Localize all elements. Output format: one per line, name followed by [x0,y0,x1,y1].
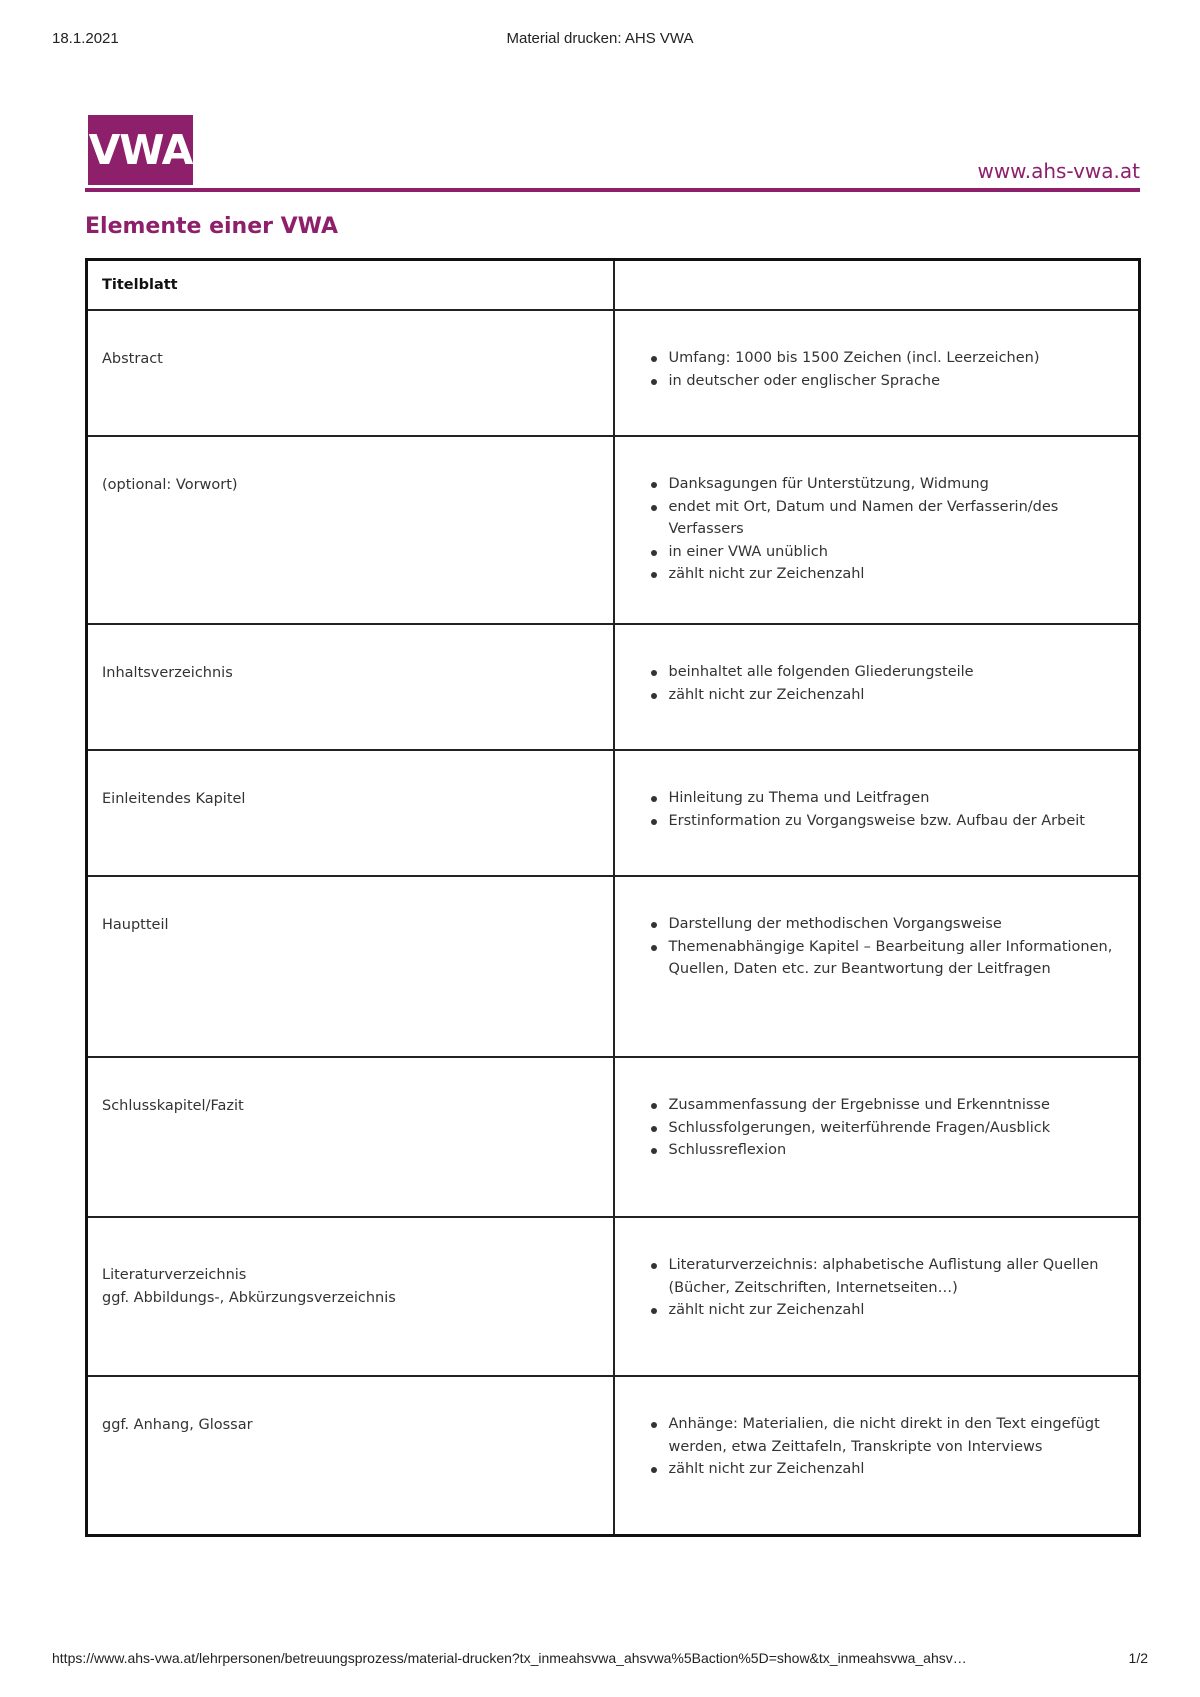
header-empty-cell [614,260,1140,311]
bullet-list [629,877,1125,981]
print-date: 18.1.2021 [52,30,119,47]
row-label: Literaturverzeichnis [102,1267,247,1283]
row-label-cell [87,1376,614,1535]
row-label-sub: ggf. Abbildungs-, Abkürzungsverzeichnis [102,1289,396,1306]
row-label: Abstract [102,351,163,367]
list-item: Anhänge: Materialien, die nicht direkt in den Text eingefügt werden, etwa Zeittafeln, Transkripte von Interviews [669,1413,1125,1458]
row-details-cell [614,750,1140,876]
row-details-cell [614,1217,1140,1376]
list-item: Hinleitung zu Thema und Leitfragen [669,787,1125,810]
list-item: Erstinformation zu Vorgangsweise bzw. Aufbau der Arbeit [669,810,1125,833]
bullet-list [629,1218,1125,1322]
row-label-cell [87,750,614,876]
row-label: Hauptteil [102,917,169,933]
row-details-cell [614,876,1140,1057]
table-row [87,750,1140,876]
row-details-cell [614,310,1140,436]
list-item: zählt nicht zur Zeichenzahl [669,1299,1125,1322]
row-label-cell [87,1057,614,1217]
row-details-cell [614,436,1140,624]
list-item: Darstellung der methodischen Vorgangsweise [669,913,1125,936]
table-row [87,1057,1140,1217]
row-label: (optional: Vorwort) [102,477,238,493]
bullet-list [629,437,1125,586]
list-item: Danksagungen für Unterstützung, Widmung [669,473,1125,496]
list-item: in deutscher oder englischer Sprache [669,370,1125,393]
brand-divider [85,188,1140,192]
elements-table [85,258,1141,1537]
site-url-link[interactable]: www.ahs-vwa.at [977,159,1140,183]
list-item: Umfang: 1000 bis 1500 Zeichen (incl. Leerzeichen) [669,347,1125,370]
list-item: beinhaltet alle folgenden Gliederungsteile [669,661,1125,684]
table-row [87,310,1140,436]
list-item: zählt nicht zur Zeichenzahl [669,684,1125,707]
list-item: zählt nicht zur Zeichenzahl [669,1458,1125,1481]
list-item: Schlussreflexion [669,1139,1125,1162]
row-label: Schlusskapitel/Fazit [102,1098,244,1114]
table-row [87,876,1140,1057]
print-title: Material drucken: AHS VWA [506,30,694,47]
list-item: zählt nicht zur Zeichenzahl [669,563,1125,586]
page-number: 1/2 [1128,1650,1148,1666]
table-row [87,1217,1140,1376]
table-header-row [87,260,1140,311]
row-details-cell [614,1057,1140,1217]
list-item: endet mit Ort, Datum und Namen der Verfasserin/des Verfassers [669,496,1125,541]
row-label: Inhaltsverzeichnis [102,665,233,681]
list-item: in einer VWA unüblich [669,541,1125,564]
row-label: Einleitendes Kapitel [102,791,246,807]
row-label-cell [87,436,614,624]
row-details-cell [614,624,1140,750]
bullet-list [629,751,1125,832]
print-header [52,30,1148,52]
table-row [87,1376,1140,1535]
page-title: Elemente einer VWA [85,214,338,239]
table-row [87,624,1140,750]
row-label: ggf. Anhang, Glossar [102,1417,253,1433]
bullet-list [629,1058,1125,1162]
list-item: Literaturverzeichnis: alphabetische Auflistung aller Quellen (Bücher, Zeitschriften, Internetseiten…) [669,1254,1125,1299]
header-label-cell: Titelblatt [87,260,614,311]
table-row [87,436,1140,624]
row-label-cell [87,876,614,1057]
footer-url: https://www.ahs-vwa.at/lehrpersonen/betreuungsprozess/material-drucken?tx_inmeahsvwa_ahsvwa%5Baction%5D=show&tx_inmeahsvwa_ahsv… [52,1650,967,1666]
row-label-cell [87,310,614,436]
bullet-list [629,311,1125,392]
bullet-list [629,625,1125,706]
row-label-cell [87,624,614,750]
list-item: Themenabhängige Kapitel – Bearbeitung aller Informationen, Quellen, Daten etc. zur Beantwortung der Leitfragen [669,936,1125,981]
row-label-cell [87,1217,614,1376]
list-item: Zusammenfassung der Ergebnisse und Erkenntnisse [669,1094,1125,1117]
vwa-logo: VWA [88,115,193,185]
list-item: Schlussfolgerungen, weiterführende Fragen/Ausblick [669,1117,1125,1140]
bullet-list [629,1377,1125,1481]
row-details-cell [614,1376,1140,1535]
